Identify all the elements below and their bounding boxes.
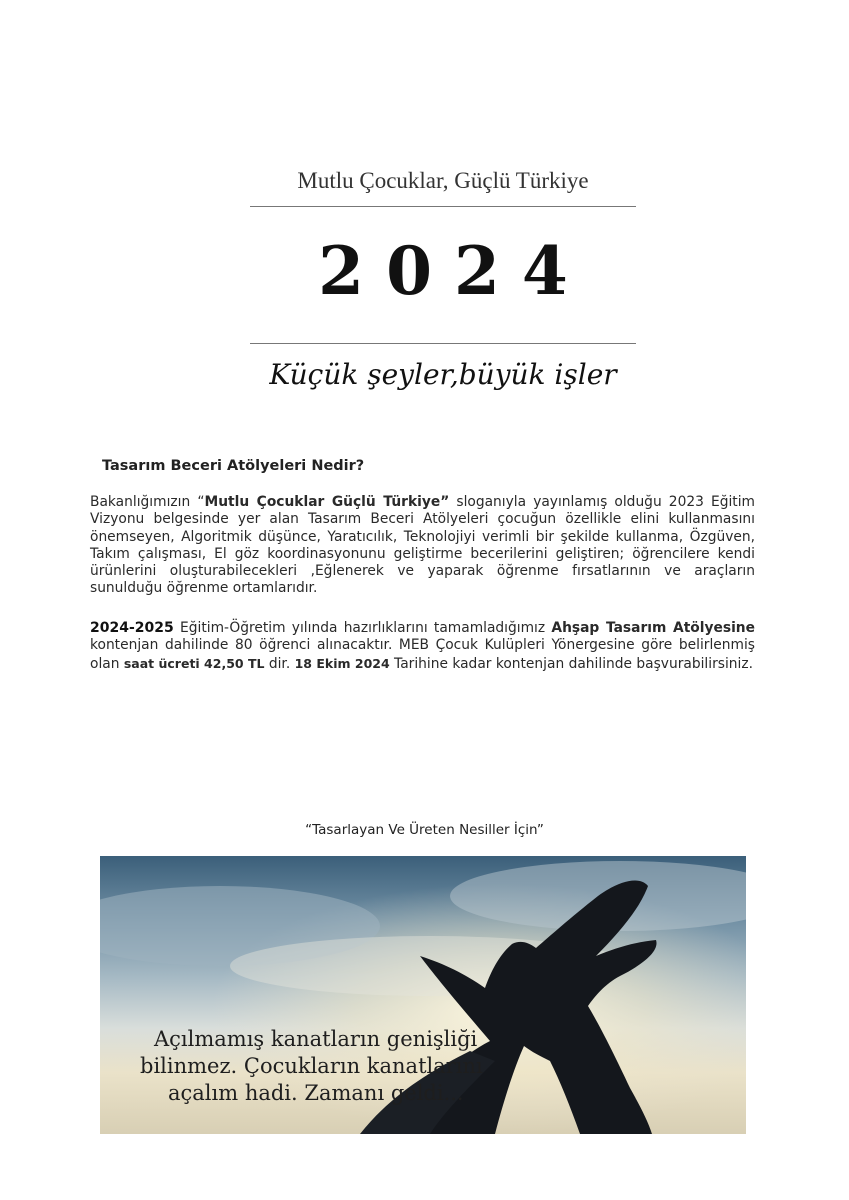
caption-line-2: bilinmez. Çocukların kanatlarını (140, 1054, 483, 1078)
motto: Küçük şeyler,büyük işler (269, 358, 617, 391)
divider-top (250, 206, 636, 207)
workshop-text-3: dir. (264, 655, 295, 672)
workshop-text-1: Eğitim-Öğretim yılında hazırlıklarını tamamladığımız (173, 620, 552, 636)
year-title: 2024 (318, 232, 590, 310)
year-range: 2024-2025 (90, 620, 174, 636)
caption-line-3: açalım hadi. Zamanı geldi... (168, 1081, 464, 1105)
caption-line-1: Açılmamış kanatların genişliği (154, 1027, 478, 1051)
photo-caption (140, 1026, 600, 1107)
paragraph-intro (90, 494, 755, 598)
hands-bird-photo (100, 856, 746, 1134)
divider-bottom (250, 343, 636, 344)
slogan-heading: Mutlu Çocuklar, Güçlü Türkiye (297, 168, 589, 193)
quote: “Tasarlayan Ve Üreten Nesiller İçin” (305, 822, 544, 838)
workshop-text-4: Tarihine kadar kontenjan dahilinde başvurabilirsiniz. (389, 655, 753, 672)
workshop-text-2: kontenjan dahilinde 80 öğrenci alınacaktır. MEB Çocuk Kulüpleri Yönergesine göre belirlenmiş olan (90, 637, 755, 672)
section-title: Tasarım Beceri Atölyeleri Nedir? (102, 458, 365, 474)
fee-text: saat ücreti 42,50 TL (123, 655, 265, 671)
paragraph-intro-before: Bakanlığımızın “ (90, 494, 205, 510)
paragraph-intro-after: sloganıyla yayınlamış olduğu 2023 Eğitim Vizyonu belgesinde yer alan Tasarım Beceri Atölyeleri çocuğun özellikle elini kullanmasını önemseyen, Algoritmik düşünce, Yaratıcılık, Teknolojiyi verimli bir şekilde kullanma, Özgüven, Takım çalışması, El göz koordinasyonunu geliştirme becerilerini geliştiren; öğrencilere kendi ürünlerini oluşturabilecekleri ,Eğlenerek ve yaparak öğrenme fırsatlarının ve araçların sunulduğu öğrenme ortamlarıdır. (90, 494, 755, 597)
deadline-date: 18 Ekim 2024 (294, 655, 390, 671)
workshop-name: Ahşap Tasarım Atölyesine (551, 620, 755, 636)
paragraph-intro-highlight: Mutlu Çocuklar Güçlü Türkiye” (204, 494, 450, 510)
paragraph-workshop (90, 620, 755, 673)
